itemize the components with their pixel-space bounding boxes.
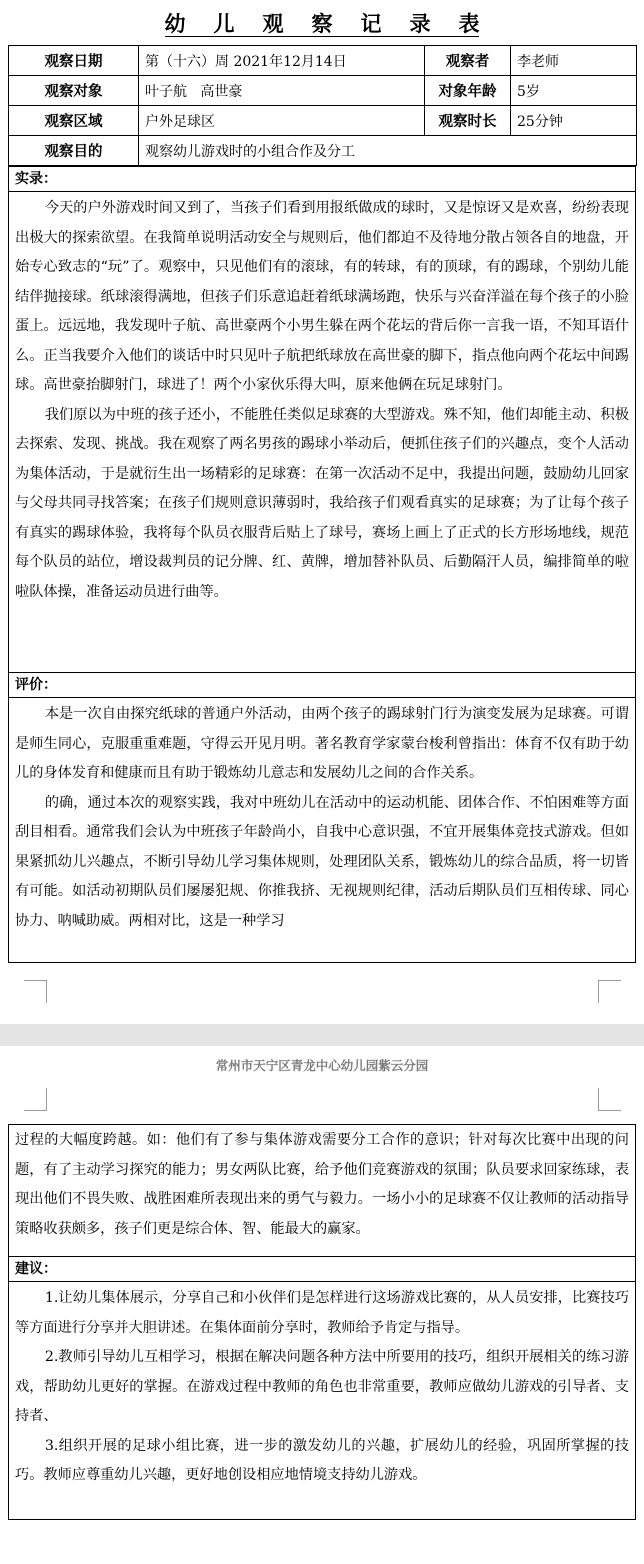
page-corner-mark (24, 980, 47, 1003)
evaluation-heading: 评价： (9, 673, 635, 698)
title-char: 记 (360, 11, 382, 36)
page-corner-mark (24, 1088, 47, 1111)
evaluation-body (9, 698, 635, 936)
record-section (8, 166, 636, 673)
info-row-purpose (9, 136, 637, 166)
area-value: 户外足球区 (139, 106, 425, 136)
suggestion-heading: 建议： (9, 1257, 635, 1282)
title-underline (165, 36, 479, 37)
age-value: 5岁 (511, 76, 637, 106)
title-char: 录 (409, 11, 431, 36)
suggestion-item-1: 1.让幼儿集体展示，分享自己和小伙伴们是怎样进行这场游戏比赛的，从人员安排，比赛技巧等方面进行分享并大胆讲述。在集体面前分享时，教师给予肯定与指导。 (15, 1290, 629, 1336)
page-corner-mark (598, 980, 621, 1003)
suggestion-section (8, 1256, 636, 1520)
evaluation-paragraph-3: 过程的大幅度跨越。如：他们有了参与集体游戏需要分工合作的意识；针对每次比赛中出现的问题，有了主动学习探究的能力；男女两队比赛，给予他们竞赛游戏的氛围；队员要求回家练球，表现出他们不畏失败、战胜困难所表现出来的勇气与毅力。一场小小的足球赛不仅让教师的活动指导策略收获颇多，孩子们更是综合体、智、能最大的赢家。 (15, 1132, 629, 1237)
page-corner-mark (598, 1088, 621, 1111)
record-paragraph-1: 今天的户外游戏时间又到了，当孩子们看到用报纸做成的球时，又是惊讶又是欢喜，纷纷表现出极大的探索欲望。在我简单说明活动安全与规则后，他们都迫不及待地分散占领各自的地盘，开始专心致志的“玩”了。观察中，只见他们有的滚球，有的转球，有的顶球，有的踢球，个别幼儿能结伴抛接球。纸球滚得满地，但孩子们乐意追赶着纸球满场跑，快乐与兴奋洋溢在每个孩子的小脸蛋上。远远地，我发现叶子航、高世豪两个小男生躲在两个花坛的背后你一言我一语，不知耳语什么。正当我要介入他们的谈话中时只见叶子航把纸球放在高世豪的脚下，指点他向两个花坛中间踢球。高世豪抬脚射门，球进了！两个小家伙乐得大叫，原来他俩在玩足球射门。 (15, 200, 629, 393)
evaluation-section (8, 672, 636, 963)
suggestion-body (9, 1282, 635, 1491)
page-gap (0, 1024, 644, 1046)
record-body (9, 192, 635, 607)
evaluation-paragraph-2: 的确，通过本次的观察实践，我对中班幼儿在活动中的运动机能、团体合作、不怕困难等方面刮目相看。通常我们会认为中班孩子年龄尚小，自我中心意识强，不宜开展集体竞技式游戏。但如果紧抓幼儿兴趣点，不断引导幼儿学习集体规则，处理团队关系，锻炼幼儿的综合品质，将一切皆有可能。如活动初期队员们屡屡犯规、你推我挤、无视规则纪律，活动后期队员们互相传球、同心协力、呐喊助威。两相对比，这是一种学习 (15, 794, 629, 929)
title-char: 察 (311, 11, 333, 36)
area-label: 观察区域 (9, 106, 139, 136)
subject-value: 叶子航 高世豪 (139, 76, 425, 106)
date-label: 观察日期 (9, 46, 139, 76)
observer-label: 观察者 (425, 46, 511, 76)
purpose-value: 观察幼儿游戏时的小组合作及分工 (139, 136, 637, 166)
title-char: 表 (458, 11, 480, 36)
title-char: 幼 (164, 11, 186, 36)
page-header: 常州市天宁区青龙中心幼儿园紫云分园 (215, 1058, 429, 1073)
duration-value: 25分钟 (511, 106, 637, 136)
title-char: 儿 (213, 11, 235, 36)
evaluation-continued (8, 1124, 636, 1257)
record-paragraph-2: 我们原以为中班的孩子还小，不能胜任类似足球赛的大型游戏。殊不知，他们却能主动、积极去探索、发现、挑战。我在观察了两名男孩的踢球小举动后，便抓住孩子们的兴趣点，变个人活动为集体活动，于是就衍生出一场精彩的足球赛：在第一次活动不足中，我提出问题，鼓励幼儿回家与父母共同寻找答案；在孩子们规则意识薄弱时，我给孩子们观看真实的足球赛；为了让每个孩子有真实的踢球体验，我将每个队员衣服背后贴上了球号，赛场上画上了正式的长方形场地线，规范每个队员的站位，增设裁判员的记分牌、红、黄牌，增加替补队员、后勤隔汗人员，编排简单的啦啦队体操，准备运动员进行曲等。 (15, 406, 629, 600)
info-row-area (9, 106, 637, 136)
subject-label: 观察对象 (9, 76, 139, 106)
document-title (0, 8, 644, 38)
evaluation-paragraph-1: 本是一次自由探究纸球的普通户外活动，由两个孩子的踢球射门行为演变发展为足球赛。可谓是师生同心，克服重重难题，守得云开见月明。著名教育学家蒙台梭利曾指出：体育不仅有助于幼儿的身体发育和健康而且有助于锻炼幼儿意志和发展幼儿之间的合作关系。 (15, 706, 629, 781)
info-row-subject (9, 76, 637, 106)
suggestion-item-2: 2.教师引导幼儿互相学习，根据在解决问题各种方法中所要用的技巧，组织开展相关的练习游戏，帮助幼儿更好的掌握。在游戏过程中教师的角色也非常重要，教师应做幼儿游戏的引导者、支持者、 (15, 1349, 629, 1424)
observer-value: 李老师 (511, 46, 637, 76)
title-char: 观 (262, 11, 284, 36)
age-label: 对象年龄 (425, 76, 511, 106)
purpose-label: 观察目的 (9, 136, 139, 166)
info-table (8, 45, 637, 166)
info-row-date (9, 46, 637, 76)
duration-label: 观察时长 (425, 106, 511, 136)
suggestion-item-3: 3.组织开展的足球小组比赛，进一步的激发幼儿的兴趣，扩展幼儿的经验，巩固所掌握的技巧。教师应尊重幼儿兴趣，更好地创设相应地情境支持幼儿游戏。 (15, 1437, 629, 1483)
record-heading: 实录： (9, 167, 635, 192)
date-value: 第（十六）周 2021年12月14日 (139, 46, 425, 76)
evaluation-body-continued (9, 1125, 635, 1244)
